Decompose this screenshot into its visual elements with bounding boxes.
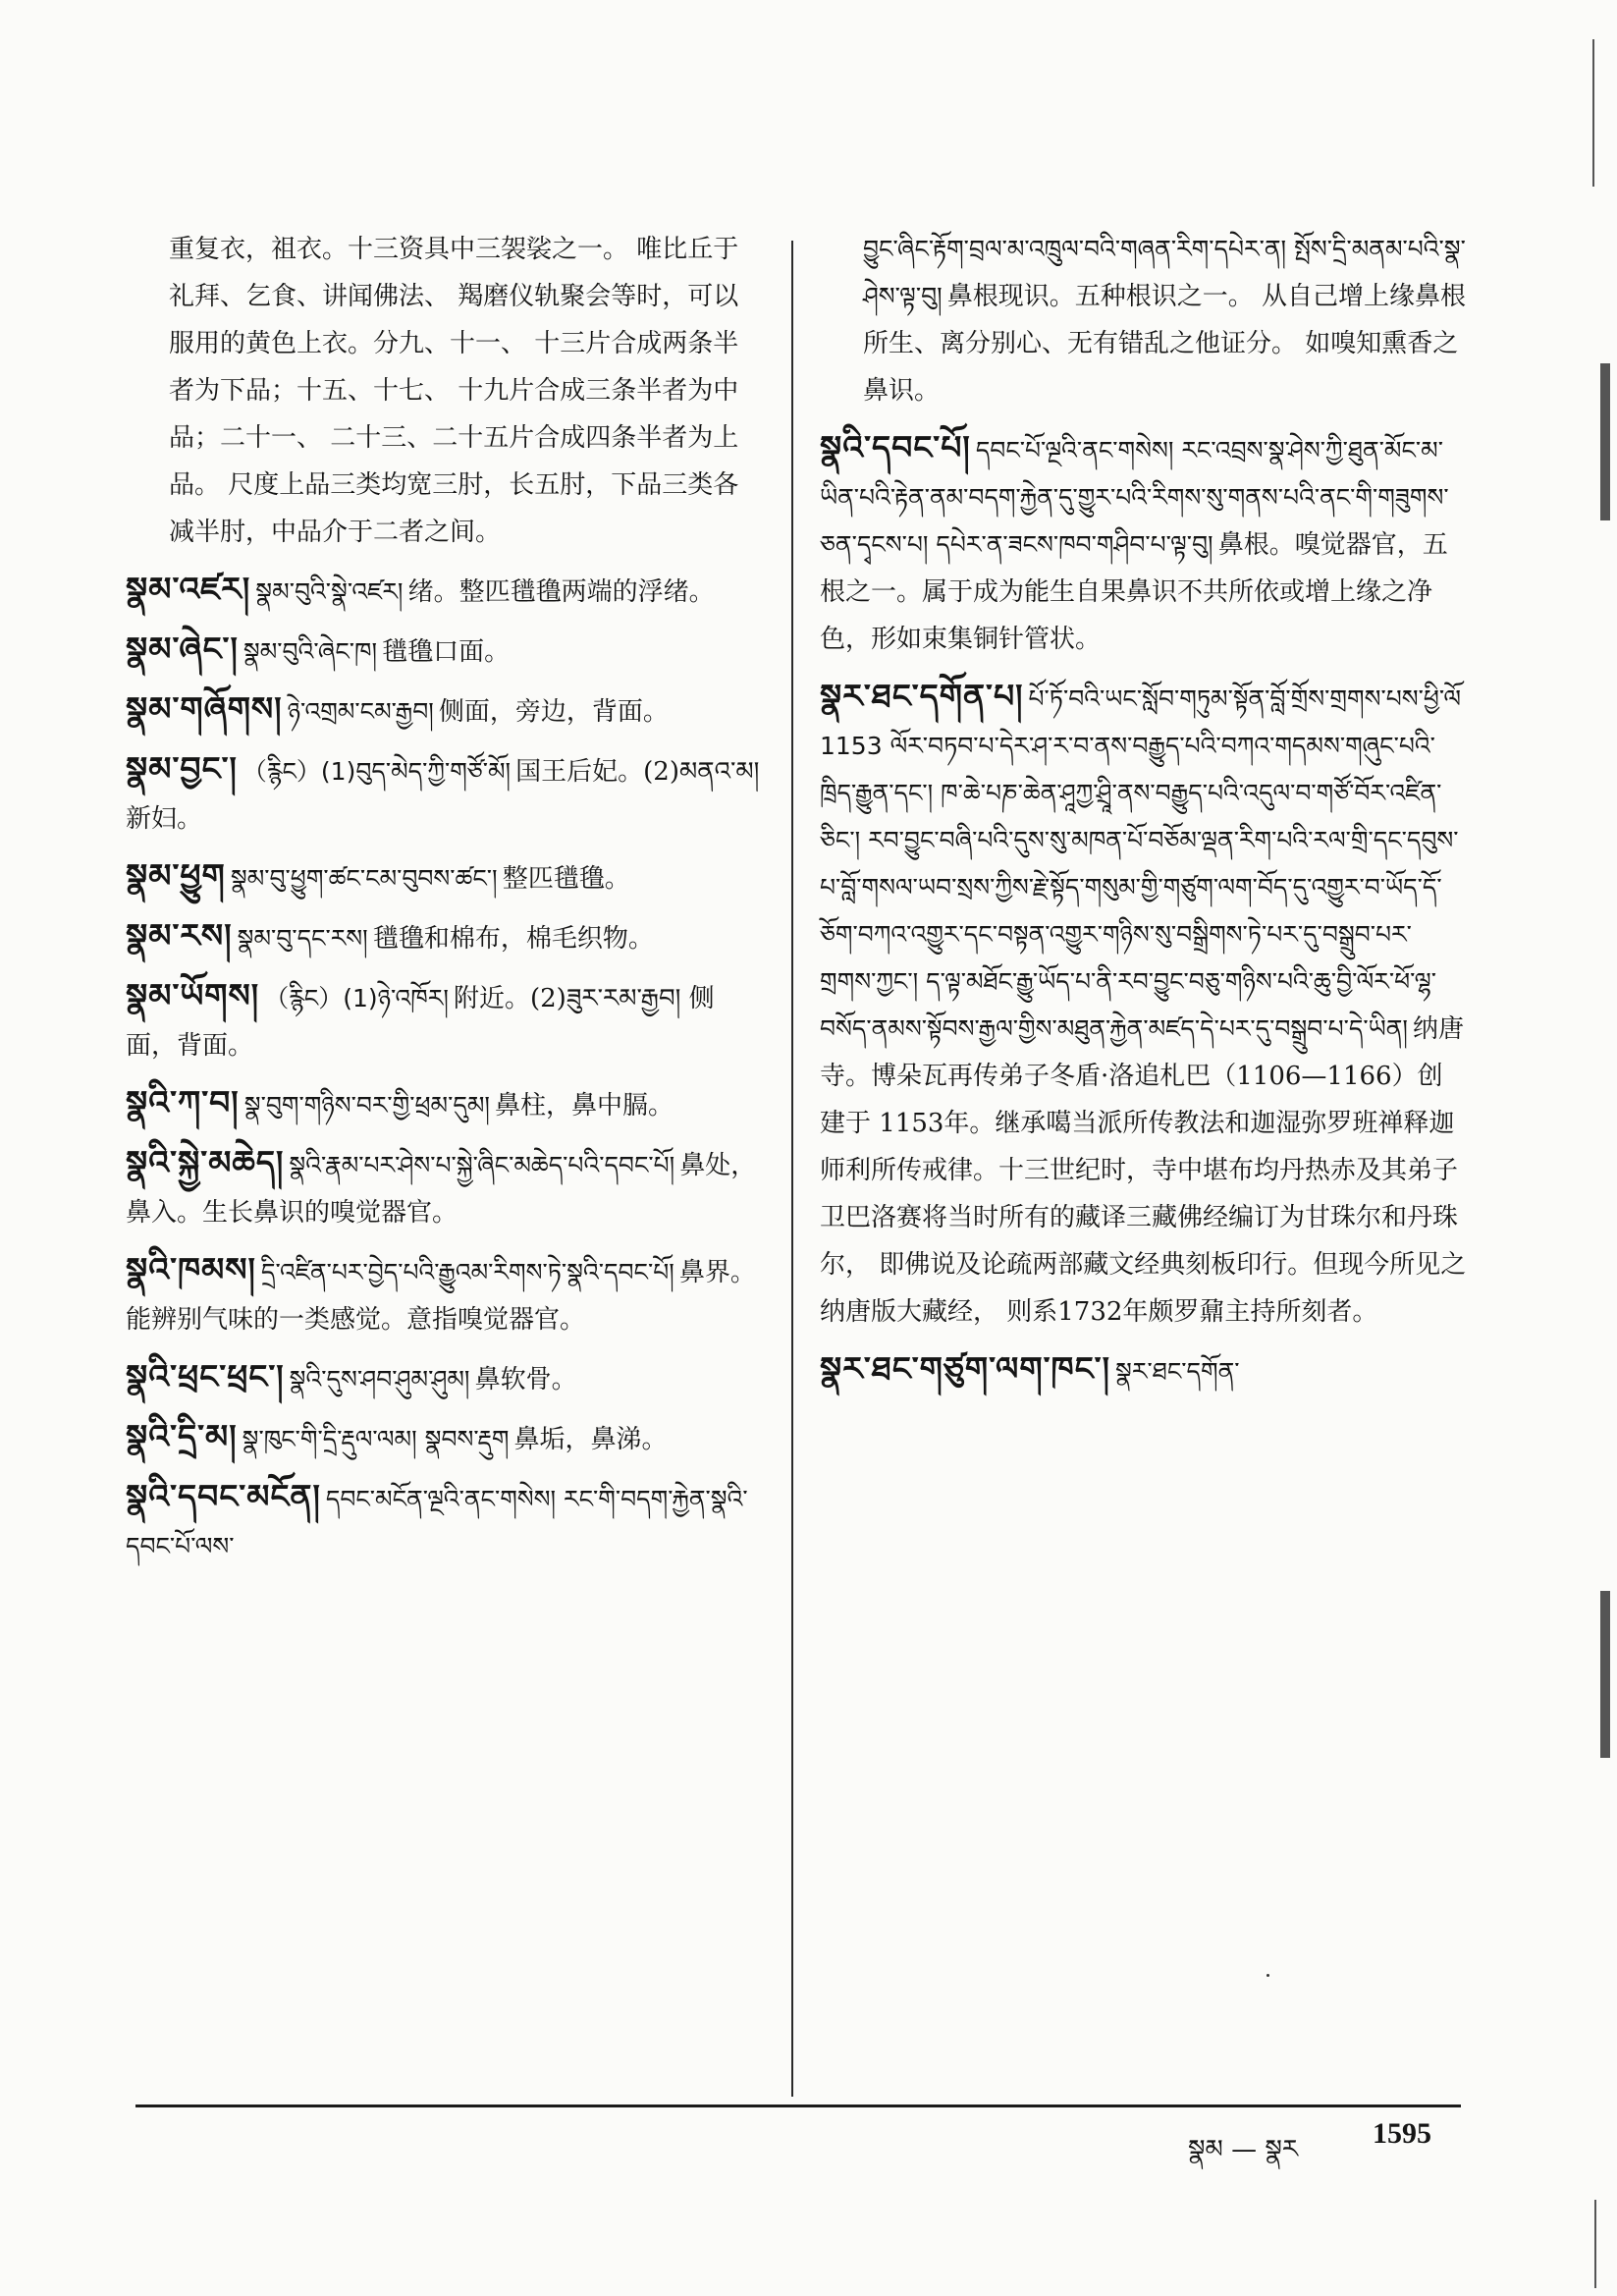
entry-headword: སྣའི་ཀ་བ། [126, 1083, 240, 1121]
running-head: སྣམ — སྣར [1188, 2135, 1299, 2164]
entry-tibetan-definition: ཉེ་འགྲམ་ངམ་རྒྱབ། [287, 697, 434, 726]
dictionary-entry [820, 1345, 1468, 1395]
right-column [820, 226, 1468, 1405]
margin-scan-mark [1600, 363, 1610, 520]
entry-chinese-definition: 鼻软骨。 [474, 1365, 577, 1394]
entry-headword: སྣམ་བྱང་། [126, 749, 238, 788]
entry-headword: སྣའི་ཕྲང་ཕྲང་། [126, 1357, 285, 1395]
entry-chinese-definition: 鼻柱，鼻中膈。 [495, 1091, 674, 1121]
dictionary-entry [126, 685, 764, 736]
entry-chinese-definition: 国王后妃。(2)མནའ་མ། 新妇。 [126, 757, 760, 834]
entry-headword: སྣའི་དྲི་མ། [126, 1417, 238, 1455]
entry-headword: སྣར་ཐང་དགོན་པ། [820, 677, 1024, 715]
entry-tibetan-definition: སྣའི་དུས་ཤབ་ཤུམ་ཤུམ། [289, 1365, 470, 1394]
entry-headword: སྣར་ཐང་གཙུག་ལག་ཁང་། [820, 1349, 1110, 1388]
entry-headword: སྣའི་ཁམས། [126, 1250, 256, 1288]
dictionary-entry [126, 852, 764, 902]
dictionary-entry [820, 673, 1468, 1336]
entry-chinese-definition: 鼻垢，鼻涕。 [513, 1425, 668, 1454]
dictionary-entry [820, 424, 1468, 663]
dictionary-entry [126, 1473, 764, 1570]
dictionary-entry [126, 1139, 764, 1236]
entry-tibetan-definition: （རྙིང）(1)བུད་མེད་ཀྱི་གཙོ་མོ། [242, 757, 512, 786]
entry-tibetan-definition: དྲི་འཛིན་པར་བྱེད་པའི་རྒྱུའམ་རིགས་ཏེ་སྣའི་དབང་པོ། [260, 1258, 674, 1286]
entry-chinese-definition: 鼻根。嗅觉器官，五根之一。属于成为能生自果鼻识不共所依或增上缘之净色，形如束集铜针管状。 [820, 530, 1448, 654]
entry-headword: སྣའི་དབང་པོ། [820, 428, 971, 466]
dictionary-entry [126, 912, 764, 962]
page-number: 1595 [1373, 2117, 1431, 2150]
entry-tibetan-definition: སྣམ་བུ་ཕྱུག་ཚང་ངམ་བུབས་ཚང་། [230, 864, 498, 893]
entry-chinese-definition: 附近。(2)ཟུར་རམ་རྒྱབ། 侧面，背面。 [126, 984, 715, 1061]
margin-scan-mark [1600, 1591, 1610, 1758]
dictionary-entry [126, 1353, 764, 1403]
entry-headword: སྣའི་དབང་མངོན། [126, 1477, 321, 1515]
entry-tibetan-definition: སྣ་བུག་གཉིས་བར་གྱི་ཕྲམ་དུམ། [243, 1091, 490, 1120]
dictionary-entry [126, 566, 764, 616]
entry-tibetan-definition: སྣར་ཐང་དགོན་ [1115, 1357, 1240, 1386]
entry-chinese-definition: 绪。整匹氆氇两端的浮绪。 [407, 577, 715, 607]
entry-chinese-definition: 侧面，旁边，背面。 [438, 697, 669, 727]
dictionary-entry [126, 1246, 764, 1343]
margin-scan-mark [1594, 2200, 1596, 2288]
entry-headword: སྣམ་གཞོགས། [126, 689, 283, 728]
continuation-text: 重复衣，祖衣。十三资具中三袈裟之一。 唯比丘于礼拜、乞食、讲闻佛法、 羯磨仪轨聚会等时，可以服用的黄色上衣。分九、十一、 十三片合成两条半者为下品；十五、十七、 十九片合成三条半者为中品；二十一、 二十三、二十五片合成四条半者为上品。 尺度上品三类均宽三肘，长五肘，下品三类各减半肘，中品介于二者之间。 [169, 235, 739, 547]
margin-scan-mark [1592, 39, 1594, 187]
entry-tibetan-definition: པོ་ཏོ་བའི་ཡང་སློབ་གཏུམ་སྟོན་བློ་གྲོས་གྲགས་པས་ཕྱི་ལོ 1153 ལོར་བཏབ་པ་དེར་ཤ་ར་བ་ནས་བརྒྱུད་པའི་བཀའ་གདམས་གཞུང་པའི་ཁྲིད་རྒྱུན་དང་། ཁ་ཆེ་པཎ་ཆེན་ཤཱཀྱ་ཤྲཱི་ནས་བརྒྱུད་པའི་འདུལ་བ་གཙོ་བོར་འཛིན་ཅིང་། རབ་བྱུང་བཞི་པའི་དུས་སུ་མཁན་པོ་བཅོམ་ལྡན་རིག་པའི་རལ་གྲི་དང་དབུས་པ་བློ་གསལ་ཡབ་སྲས་ཀྱིས་རྗེ་སྟོད་གསུམ་གྱི་གཙུག་ལག་བོད་དུ་འགྱུར་བ་ཡོད་དོ་ཅོག་བཀའ་འགྱུར་དང་བསྟན་འགྱུར་གཉིས་སུ་བསྒྲིགས་ཏེ་པར་དུ་བསྒྲུབ་པར་གྲགས་ཀྱང་། ད་ལྟ་མཐོང་རྒྱུ་ཡོད་པ་ནི་རབ་བྱུང་བཅུ་གཉིས་པའི་ཆུ་བྱི་ལོར་ཕོ་ལྷ་བསོད་ནམས་སྟོབས་རྒྱལ་གྱིས་མཐུན་རྐྱེན་མཛད་དེ་པར་དུ་བསྒྲུབ་པ་དེ་ཡིན། [820, 684, 1462, 1043]
dictionary-entry [126, 1079, 764, 1129]
entry-chinese-definition: 鼻界。能辨别气味的一类感觉。意指嗅觉器官。 [126, 1258, 756, 1335]
continuation-paragraph [126, 226, 764, 556]
dictionary-entry [126, 972, 764, 1069]
scan-speck [1267, 1974, 1269, 1977]
entry-tibetan-definition: སྣམ་བུའི་སྣེ་འཛར། [255, 577, 404, 606]
entry-headword: སྣམ་འཛར། [126, 570, 251, 608]
right-entry-list [820, 424, 1468, 1395]
entry-tibetan-definition: དབང་པོ་ལྔའི་ནང་གསེས། རང་འབྲས་སྣ་ཤེས་ཀྱི་ཐུན་མོང་མ་ཡིན་པའི་རྟེན་ནམ་བདག་རྐྱེན་དུ་གྱུར་པའི་རིགས་སུ་གནས་པའི་ནང་གི་གཟུགས་ཅན་དྭངས་པ། དཔེར་ན་ཟངས་ཁབ་གཤིབ་པ་ལྟ་བུ། [820, 436, 1449, 559]
dictionary-entry [126, 626, 764, 676]
entry-tibetan-definition: （རྙིང）(1)ཉེ་འཁོར། [264, 984, 449, 1012]
entry-headword: སྣམ་རས། [126, 916, 233, 955]
entry-chinese-definition: 纳唐寺。博朵瓦再传弟子冬盾·洛追札巴（1106—1166）创建于 1153年。继承噶当派所传教法和迦湿弥罗班禅释迦师利所传戒律。十三世纪时，寺中堪布均丹热赤及其弟子卫巴洛赛将当时所有的藏译三藏佛经编订为甘珠尔和丹珠尔， 即佛说及论疏两部藏文经典刻板印行。但现今所见之纳唐版大藏经， 则系1732年颇罗鼐主持所刻者。 [820, 1014, 1467, 1327]
entry-headword: སྣམ་ཡོགས། [126, 976, 260, 1014]
column-divider [791, 241, 793, 2097]
left-column [126, 226, 764, 1580]
entry-chinese-definition: 鼻处，鼻入。生长鼻识的嗅觉器官。 [126, 1151, 757, 1228]
right-continuation [820, 226, 1468, 414]
left-entry-list [126, 566, 764, 1570]
entry-tibetan-definition: སྣམ་བུ་དང་རས། [237, 924, 368, 953]
entry-chinese-definition: 氆氇和棉布，棉毛织物。 [372, 924, 654, 954]
dictionary-entry [126, 745, 764, 843]
right-continuation-tibetan: བྱུང་ཞིང་རྟོག་བྲལ་མ་འཁྲུལ་བའི་གཞན་རིག་དཔེར་ན། སྤོས་དྲི་མནམ་པའི་སྣ་ཤེས་ལྟ་བུ། [863, 235, 1466, 310]
entry-chinese-definition: 氆氇口面。 [382, 637, 511, 667]
entry-tibetan-definition: དབང་མངོན་ལྔའི་ནང་གསེས། རང་གི་བདག་རྐྱེན་སྣའི་དབང་པོ་ལས་ [126, 1485, 748, 1560]
entry-headword: སྣའི་སྐྱེ་མཆེད། [126, 1143, 285, 1181]
entry-chinese-definition: 整匹氆氇。 [502, 864, 630, 894]
dictionary-entry [126, 1413, 764, 1463]
entry-tibetan-definition: སྣའི་རྣམ་པར་ཤེས་པ་སྐྱེ་ཞིང་མཆེད་པའི་དབང་པོ། [289, 1151, 675, 1179]
footer-rule [135, 2105, 1461, 2107]
entry-headword: སྣམ་ཞེང་། [126, 629, 239, 668]
entry-headword: སྣམ་ཕྱུག [126, 856, 226, 895]
entry-tibetan-definition: སྣ་ཁུང་གི་དྲི་རྡུལ་ལམ། སྣབས་རྡུག [242, 1425, 510, 1453]
right-continuation-chinese: 鼻根现识。五种根识之一。 从自己增上缘鼻根所生、离分别心、无有错乱之他证分。 如嗅知熏香之鼻识。 [863, 282, 1467, 406]
entry-tibetan-definition: སྣམ་བུའི་ཞེང་ཁ། [243, 637, 378, 666]
